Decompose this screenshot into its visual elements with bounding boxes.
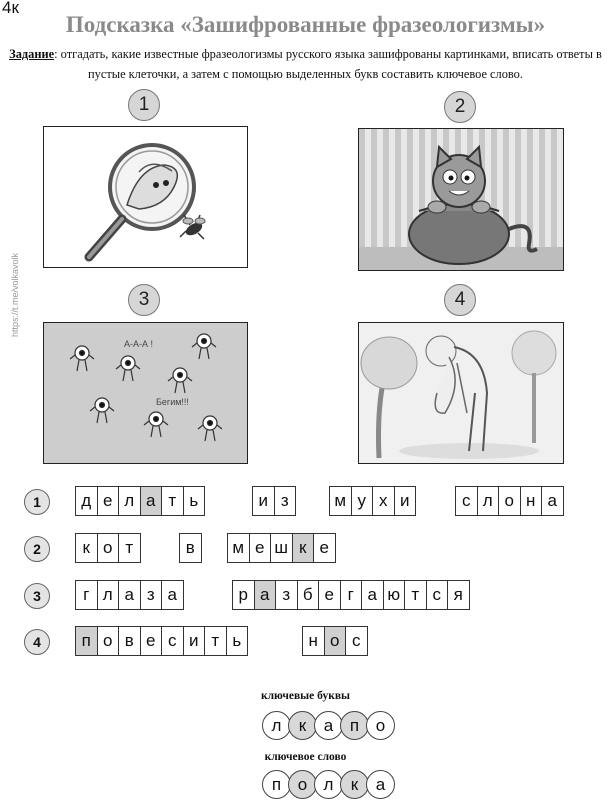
picture-number-4: 4: [444, 284, 476, 316]
letter-cell[interactable]: м: [330, 486, 352, 516]
letter-cell[interactable]: е: [319, 580, 341, 610]
letter-cell[interactable]: е: [141, 626, 163, 656]
key-letter: к: [288, 711, 317, 740]
picture-3-running-eyes: [43, 322, 248, 464]
letter-cell[interactable]: е: [98, 486, 120, 516]
letter-cell[interactable]: з: [276, 580, 298, 610]
letter-cell[interactable]: ю: [384, 580, 406, 610]
letter-cell[interactable]: г: [341, 580, 363, 610]
answer-2-word-1: [75, 533, 141, 563]
letter-cell[interactable]: к: [293, 533, 315, 563]
letter-cell[interactable]: и: [395, 486, 417, 516]
key-letter: п: [340, 711, 369, 740]
answer-1-word-3: [329, 486, 416, 516]
answer-1-word-4: [455, 486, 564, 516]
key-letter: л: [262, 711, 291, 740]
key-word-label: ключевое слово: [264, 751, 347, 763]
letter-cell[interactable]: б: [298, 580, 320, 610]
key-word-letter: к: [340, 770, 369, 799]
picture-number-2: 2: [444, 91, 476, 123]
picture-4-hanging-nose: [358, 322, 564, 464]
key-word-row: [262, 770, 392, 799]
key-letters-row: [262, 711, 392, 740]
answer-number-1: 1: [24, 489, 50, 515]
answer-2-word-2: [179, 533, 202, 563]
answer-number-2: 2: [24, 536, 50, 562]
letter-cell[interactable]: г: [76, 580, 98, 610]
key-letters-label: ключевые буквы: [260, 690, 351, 702]
picture-2-cat-in-bag: [358, 128, 564, 271]
answer-4-word-2: [302, 626, 368, 656]
letter-cell[interactable]: а: [119, 580, 141, 610]
letter-cell[interactable]: с: [346, 626, 368, 656]
letter-cell[interactable]: з: [141, 580, 163, 610]
page-corner-label: 4к: [2, 0, 19, 17]
letter-cell[interactable]: л: [98, 580, 120, 610]
answer-4-word-1: [75, 626, 248, 656]
key-word-letter: а: [366, 770, 395, 799]
page-title: Подсказка «Зашифрованные фразеологизмы»: [65, 12, 546, 37]
letter-cell[interactable]: а: [362, 580, 384, 610]
letter-cell[interactable]: т: [162, 486, 184, 516]
answer-3-word-2: [232, 580, 470, 610]
answer-3-word-1: [75, 580, 184, 610]
letter-cell[interactable]: ь: [184, 486, 206, 516]
letter-cell[interactable]: а: [542, 486, 564, 516]
key-word-letter: л: [314, 770, 343, 799]
letter-cell[interactable]: р: [233, 580, 255, 610]
key-word-letter: о: [288, 770, 317, 799]
picture-3-text-1: А-А-А !: [124, 339, 154, 349]
letter-cell[interactable]: е: [250, 533, 272, 563]
letter-cell[interactable]: с: [427, 580, 449, 610]
letter-cell[interactable]: а: [141, 486, 163, 516]
answer-number-3: 3: [24, 583, 50, 609]
letter-cell[interactable]: п: [76, 626, 98, 656]
answer-2-word-3: [227, 533, 336, 563]
letter-cell[interactable]: о: [98, 533, 120, 563]
answer-1-word-1: [75, 486, 205, 516]
picture-number-1: 1: [128, 89, 160, 121]
letter-cell[interactable]: к: [76, 533, 98, 563]
letter-cell[interactable]: л: [478, 486, 500, 516]
letter-cell[interactable]: о: [325, 626, 347, 656]
letter-cell[interactable]: т: [119, 533, 141, 563]
answer-number-4: 4: [24, 629, 50, 655]
letter-cell[interactable]: я: [448, 580, 470, 610]
letter-cell[interactable]: е: [314, 533, 336, 563]
letter-cell[interactable]: с: [456, 486, 478, 516]
letter-cell[interactable]: ш: [271, 533, 293, 563]
letter-cell[interactable]: д: [76, 486, 98, 516]
letter-cell[interactable]: л: [119, 486, 141, 516]
letter-cell[interactable]: м: [228, 533, 250, 563]
letter-cell[interactable]: х: [373, 486, 395, 516]
letter-cell[interactable]: и: [253, 486, 275, 516]
task-text: [4, 44, 607, 84]
letter-cell[interactable]: т: [405, 580, 427, 610]
task-label: Задание: [9, 47, 55, 61]
watermark-text: https://t.me/volkavolk: [10, 252, 20, 338]
letter-cell[interactable]: н: [303, 626, 325, 656]
picture-3-text-2: Бегим!!!: [156, 397, 189, 407]
key-letter: а: [314, 711, 343, 740]
picture-number-3: 3: [128, 284, 160, 316]
letter-cell[interactable]: в: [119, 626, 141, 656]
key-letter: о: [366, 711, 395, 740]
letter-cell[interactable]: и: [184, 626, 206, 656]
letter-cell[interactable]: т: [205, 626, 227, 656]
letter-cell[interactable]: ь: [227, 626, 249, 656]
letter-cell[interactable]: у: [352, 486, 374, 516]
key-word-letter: п: [262, 770, 291, 799]
letter-cell[interactable]: о: [499, 486, 521, 516]
picture-1-magnifier: [43, 126, 248, 268]
letter-cell[interactable]: з: [275, 486, 297, 516]
letter-cell[interactable]: в: [180, 533, 202, 563]
answer-1-word-2: [252, 486, 296, 516]
letter-cell[interactable]: а: [162, 580, 184, 610]
letter-cell[interactable]: а: [255, 580, 277, 610]
task-body: : отгадать, какие известные фразеологизмы русского языка зашифрованы картинками, вписать ответы в пустые клеточки, а затем с помощью выделенных букв составить ключевое слово.: [54, 47, 602, 81]
letter-cell[interactable]: о: [98, 626, 120, 656]
letter-cell[interactable]: н: [521, 486, 543, 516]
letter-cell[interactable]: с: [162, 626, 184, 656]
